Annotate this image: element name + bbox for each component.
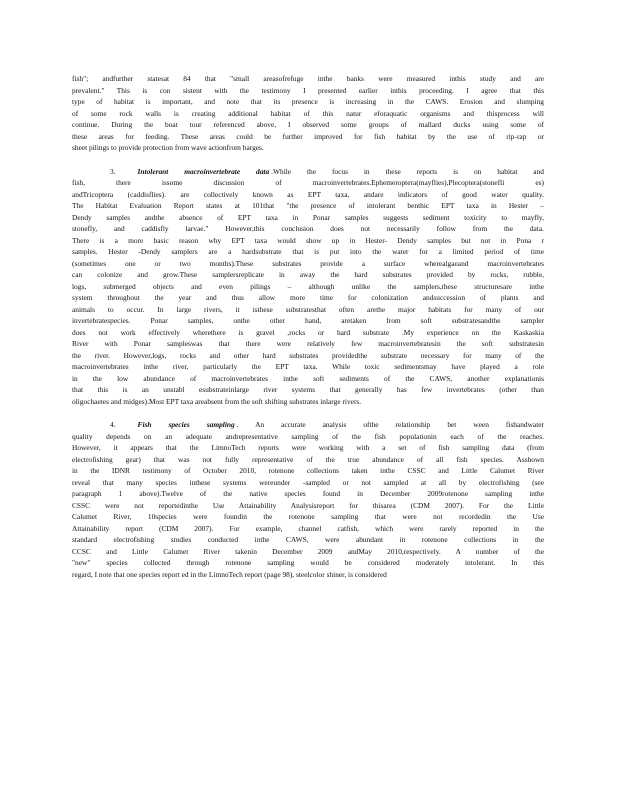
text-line: "new" species collected through rotenone sampling would be considered moderately intolerant. In this xyxy=(72,558,544,567)
text-line: fish, there issome discussion of macroinvertebrates.Ephemeroptera(mayflies),Plecoptera(stonefli es) xyxy=(72,178,544,187)
text-line: CSSC were not reportedinthe Use Attainability Analysisreport for thisarea (CDM 2007). For the Little xyxy=(72,500,544,510)
text-line: invertebratespecies. Ponar samples, onthe other hand, aretaken from soft substratesandthe sampler xyxy=(72,316,544,325)
paragraph-number: 3. xyxy=(110,166,116,176)
text-line: However, it appears that the LimnoTech reports were working with a set of fish sampling data (from xyxy=(72,443,544,452)
text-line: Attainability report (CDM 2007). For example, channel catfish, which were rarely reported in the xyxy=(72,523,544,533)
text-line: CCSC and Little Calumet River takenin December 2009 andMay 2010,respectively. A number of the xyxy=(72,546,544,556)
text-line: does not work effectively wherethere is gravel ,rocks or hard substrate .My experience on the Kaskaskia xyxy=(72,327,544,337)
text-line: that this is an unstabl esubstrateinlarge river systems that generally has few invertebrates (other than xyxy=(72,385,544,394)
paragraph-1 xyxy=(72,73,544,154)
text-line: prevalent." This is con sistent with the testimony I presented earlier inthis proceeding. I agree that this xyxy=(72,85,544,95)
text-line: logs, submerged objects and even pilings – although unlike the samplers,these structuresare inthe xyxy=(72,281,544,291)
text-line: The Habitat Evaluation Report states at 101that "the presence of intolerant benthic EPT taxa in Hester – xyxy=(72,201,544,210)
text-line: these areas for feeding. These areas could be further improved for fish habitat by the use of rip-rap or xyxy=(72,131,544,141)
text-line: River with Ponar sampleswas that there were relatively few macroinvertebratesin the soft substratesin xyxy=(72,339,544,348)
paragraph-heading: Fish species sampling xyxy=(137,420,235,429)
text-line: (sometimes one or two months).These substrates provide a surface wherealgaeand macroinvertebrates xyxy=(72,258,544,268)
text-line: in the IDNR testimony of October 2010, rotenone collections taken inthe CSSC and Little Calumet River xyxy=(72,466,544,475)
text-line: There is a more basic reason why EPT taxa would show up in Hester- Dendy samples but not in Pona r xyxy=(72,235,544,245)
text-line: animals to occur. In large rivers, it isthese substratesthat often arethe major habitats for many of our xyxy=(72,304,544,314)
text-line: macroinvertebrates inthe river, particularly the EPT taxa. While toxic sedimentsmay have played a role xyxy=(72,362,544,371)
text-line: quality depends on an adequate andrepresentative sampling of the fish populationin each of the reaches. xyxy=(72,431,544,441)
text-line: continue. During the boat tour referenced above, I observed some groups of mallard ducks using some of xyxy=(72,120,544,129)
text-line: standard electrofishing studies conducted inthe CAWS, were abundant in rotenone collections in the xyxy=(72,535,544,544)
text-line: samples. Hester -Dendy samplers are a hardsubstrate that is put into the water for a limited period of time xyxy=(72,247,544,256)
document-body xyxy=(72,73,544,592)
text-line: reveal that many species inthese systems wereunder -sampled or not sampled at all by electrofishing (see xyxy=(72,477,544,487)
text-line: Dendy samples andthe absence of EPT taxa in Ponar samples suggests sediment toxicity to mayfly, xyxy=(72,212,544,222)
text-line: stonefly, and caddisfly larvae." However,this conclusion does not necessarily follow from the data. xyxy=(72,224,544,233)
text-line: type of habitat is important, and note that its presence is increasing in the CAWS. Erosion and slumping xyxy=(72,97,544,106)
paragraph-heading-line xyxy=(72,419,544,431)
text-line: sheet pilings to provide protection from wave actionfrom barges. xyxy=(72,143,264,152)
text-line: system throughout the year and thus allow more time for colonization andsuccession of plants and xyxy=(72,293,544,302)
paragraph-number: 4. xyxy=(110,420,116,429)
paragraph-heading-line xyxy=(72,166,544,178)
text-line: oligochaetes and midges).Most EPT taxa areabsent from the soft shifting substrates inlarge rivers. xyxy=(72,396,362,406)
text-line: regard, I note that one species report ed in the LimnoTech report (page 98), steelcolor shiner, is considered xyxy=(72,569,387,579)
text-line: of some rock walls is creating additional habitat of this natur eforaquatic organisms and thisprocess will xyxy=(72,108,544,118)
text-line: andTricoptera (caddisflies). are collectively known as EPT taxa, andare indicators of good water quality. xyxy=(72,189,544,199)
paragraph-2 xyxy=(72,166,544,408)
heading-line-text: .While the focus in these reports is on habitat and xyxy=(271,166,544,176)
paragraph-3 xyxy=(72,419,544,580)
text-line: the river. However,logs, rocks and other hard substrates providedthe substrate necessary for many of the xyxy=(72,350,544,360)
heading-line-text: . An accurate analysis ofthe relationship bet ween fishandwater xyxy=(236,420,544,429)
text-line: paragraph 1 above).Twelve of the native species found in December 2009rotenone sampling inthe xyxy=(72,489,544,498)
text-line: electrofishing gear) that was not fully representative of the true abundance of all fish species. Asshown xyxy=(72,454,544,464)
text-line: Calumet River, 10species were foundin the rotenone sampling that were not recordedin the Use xyxy=(72,512,544,521)
text-line: in the low abundance of macroinvertebrates inthe soft sediments of the CAWS, another explanationis xyxy=(72,373,544,383)
paragraph-heading: Intolerant macroinvertebrate data xyxy=(137,166,270,176)
text-line: can colonize and grow.These samplersreplicate in away the hard substrates provided by rocks, rubble, xyxy=(72,270,544,279)
text-line: fish"; andfurther statesat 84 that "small areasofrefuge inthe banks were measured inthis study and are xyxy=(72,74,544,83)
